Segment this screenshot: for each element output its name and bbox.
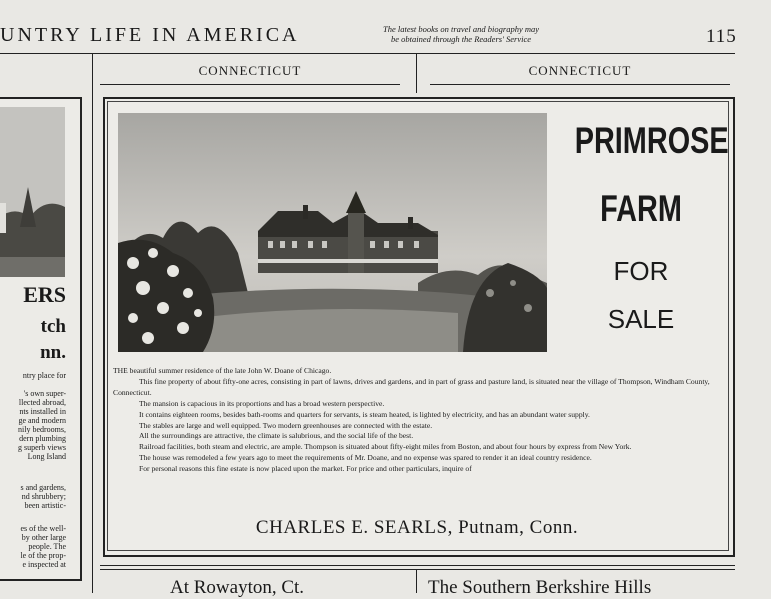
column-heading-left: CONNECTICUT <box>198 63 302 78</box>
left-ad-heading-3: nn. <box>40 342 66 363</box>
left-ad-heading-2: tch <box>40 316 66 337</box>
left-ad-text-14: been artistic- <box>24 501 66 510</box>
column-divider-center <box>416 53 417 93</box>
bottom-rule-1 <box>100 565 735 566</box>
left-ad-text-17: by other large <box>21 533 66 542</box>
left-ad-text-9: g superb views <box>18 443 66 452</box>
left-clipped-ad <box>0 97 82 581</box>
ad-paragraph-9: For personal reasons this fine estate is now placed upon the market. For price and other particulars, inquire of <box>139 464 472 474</box>
left-ad-text-7: nily bedrooms, <box>18 425 66 434</box>
left-ad-text-20: e inspected at <box>22 560 66 569</box>
column-divider-left <box>92 53 93 593</box>
left-ad-text-1: ntry place for <box>22 371 66 380</box>
ad-paragraph-4: It contains eighteen rooms, besides bath-rooms and quarters for servants, is steam heated, is lighted by electricity, and has an abundant water supply. <box>139 409 590 419</box>
ad-paragraph-7: Railroad facilities, both steam and electric, are ample. Thompson is situated about fifty-eight miles from Boston, and about four hours by express from New York. <box>139 442 632 452</box>
header-rule <box>0 53 735 54</box>
ad-title-farm: FARM <box>600 188 682 229</box>
next-ad-heading-right: The Southern Berkshire Hills <box>428 577 652 598</box>
left-ad-text-16: es of the well- <box>20 524 66 533</box>
column-heading-right: CONNECTICUT <box>528 63 632 78</box>
ad-title-sale: SALE <box>607 304 675 334</box>
left-ad-text-6: ge and modern <box>18 416 66 425</box>
magazine-title: UNTRY LIFE IN AMERICA <box>0 24 300 46</box>
ad-title-primrose: PRIMROSE <box>574 120 729 161</box>
left-ad-text-13: nd shrubbery; <box>21 492 66 501</box>
left-ad-text-10: Long Island <box>27 452 66 461</box>
left-ad-text-3: 's own super- <box>23 389 66 398</box>
left-ad-text-8: dern plumbing <box>19 434 66 443</box>
next-ad-heading-left: At Rowayton, Ct. <box>170 577 305 598</box>
left-ad-text-12: s and gardens, <box>20 483 66 492</box>
ad-paragraph-2: This fine property of about fifty-one acres, consisting in part of lawns, drives and gardens, and in part of grass and pasture land, is situated near the village of Thompson, Windham County, Connecticut. <box>113 376 710 397</box>
header-note-line2: be obtained through the Readers' Service <box>390 34 532 44</box>
header-note-line1: The latest books on travel and biography may <box>382 24 540 34</box>
column-heading-rule-right <box>430 84 730 85</box>
header-note <box>356 24 566 44</box>
left-ad-text-19: le of the prop- <box>20 551 66 560</box>
ad-paragraph-3: The mansion is capacious in its proportions and has a broad western perspective. <box>139 398 385 408</box>
left-ad-text-4: llected abroad, <box>18 398 66 407</box>
ad-description <box>113 366 727 475</box>
ad-title-for: FOR <box>613 256 669 286</box>
ad-paragraph-6: All the surroundings are attractive, the climate is salubrious, and the social life of the best. <box>139 431 414 441</box>
ad-contact: CHARLES E. SEARLS, Putnam, Conn. <box>255 517 579 538</box>
left-ad-photo <box>0 107 65 277</box>
estate-photo <box>118 113 547 352</box>
page-number: 115 <box>706 26 737 47</box>
left-ad-text-18: people. The <box>28 542 66 551</box>
ad-paragraph-5: The stables are large and well equipped. Two modern greenhouses are connected with the estate. <box>139 420 433 430</box>
estate-photo-art <box>118 113 547 352</box>
left-ad-photo-art <box>0 107 65 277</box>
left-ad-heading-1: ERS <box>23 282 66 307</box>
bottom-rule-2 <box>100 569 735 570</box>
ad-paragraph-8: The house was remodeled a few years ago to meet the requirements of Mr. Doane, and no expense was spared to render it an ideal country residence. <box>139 453 592 463</box>
left-ad-text-5: nts installed in <box>19 407 66 416</box>
bottom-column-divider <box>416 570 417 593</box>
ad-paragraph-1: THE beautiful summer residence of the late John W. Doane of Chicago. <box>113 366 332 375</box>
column-heading-rule-left <box>100 84 400 85</box>
